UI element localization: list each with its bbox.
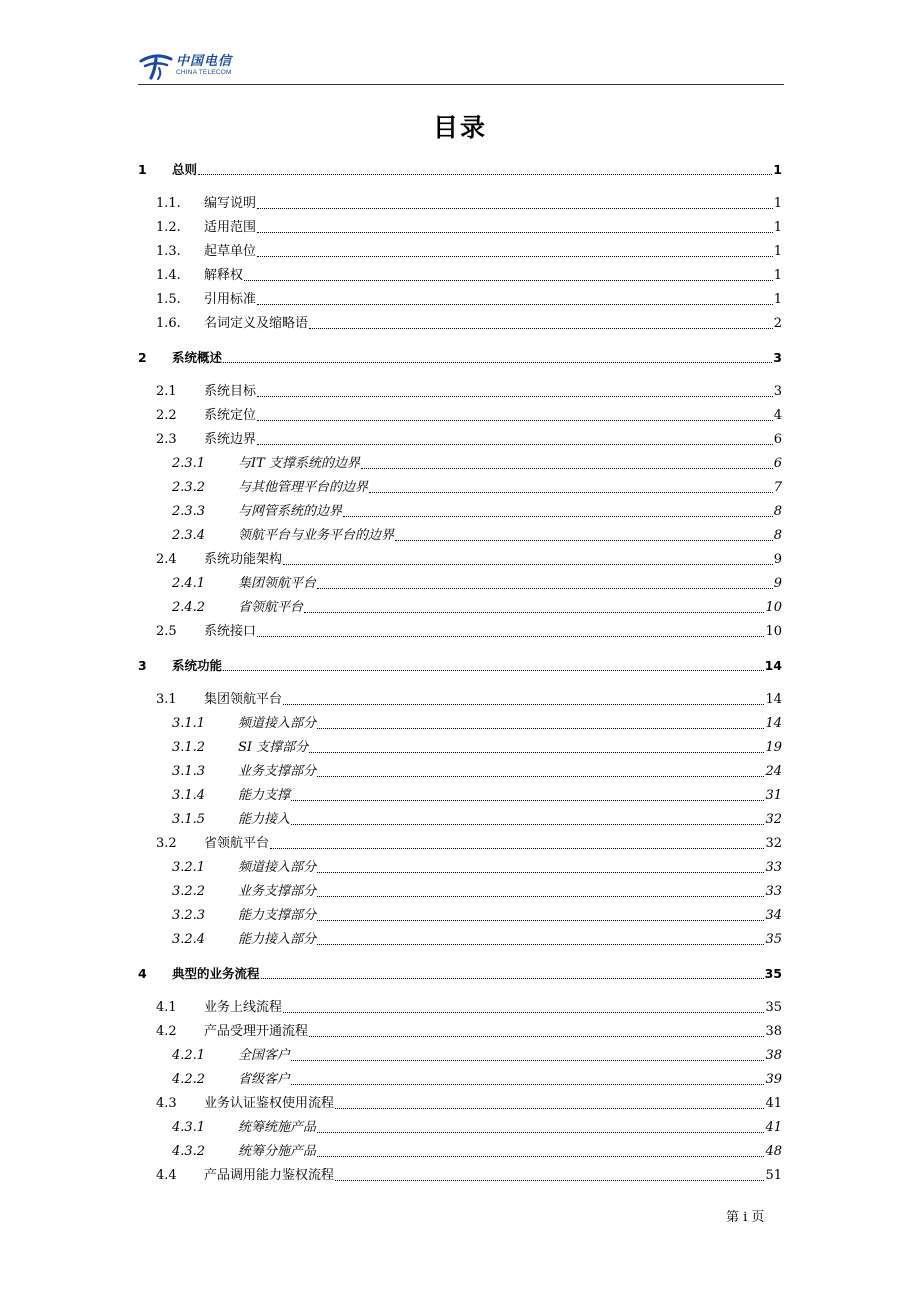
toc-entry-number: 3.2.1 <box>172 860 206 875</box>
toc-entry-title: 编写说明 <box>204 196 257 211</box>
toc-entry-title: 业务支撑部分 <box>238 884 317 899</box>
toc-entry[interactable] <box>138 656 782 676</box>
toc-leader-dots <box>198 173 772 175</box>
toc-entry-page: 14 <box>765 692 782 707</box>
toc-entry[interactable] <box>138 1142 782 1162</box>
toc-entry-number: 3.1.5 <box>172 812 206 827</box>
toc-entry-title: 业务认证鉴权使用流程 <box>204 1096 335 1111</box>
toc-entry-page: 1 <box>773 292 782 307</box>
toc-entry[interactable] <box>138 906 782 926</box>
toc-entry-title: 总则 <box>172 162 198 177</box>
toc-entry-title: 系统概述 <box>172 350 223 365</box>
toc-entry-page: 48 <box>765 1144 782 1159</box>
toc-entry[interactable] <box>138 690 782 710</box>
toc-entry-page: 35 <box>764 966 782 981</box>
toc-leader-dots <box>304 611 764 613</box>
toc-entry-number: 1.4. <box>156 268 181 283</box>
toc-leader-dots <box>257 303 773 305</box>
toc-entry-number: 4.2.1 <box>172 1048 206 1063</box>
toc-leader-dots <box>317 943 764 945</box>
toc-entry-page: 1 <box>773 244 782 259</box>
toc-entry-title: 适用范围 <box>204 220 257 235</box>
toc-entry-number: 2.3.3 <box>172 504 206 519</box>
toc-entry-title: 集团领航平台 <box>238 576 317 591</box>
toc-leader-dots <box>244 279 773 281</box>
toc-entry-number: 2.3 <box>156 432 177 447</box>
toc-entry-title: 系统功能架构 <box>204 552 283 567</box>
toc-leader-dots <box>257 255 773 257</box>
toc-entry-page: 3 <box>773 384 782 399</box>
toc-entry-title: 产品受理开通流程 <box>204 1024 309 1039</box>
toc-entry-number: 2.4.2 <box>172 600 206 615</box>
toc-entry-title: SI 支撑部分 <box>238 740 309 755</box>
toc-entry[interactable] <box>138 998 782 1018</box>
toc-leader-dots <box>270 847 764 849</box>
toc-entry-number: 1.1. <box>156 196 181 211</box>
toc-leader-dots <box>257 419 773 421</box>
toc-entry-title: 能力接入部分 <box>238 932 317 947</box>
toc-entry-number: 3.2.2 <box>172 884 206 899</box>
toc-leader-dots <box>291 799 764 801</box>
toc-entry-number: 2.5 <box>156 624 177 639</box>
toc-entry-page: 32 <box>765 836 782 851</box>
toc-entry-page: 32 <box>765 812 782 827</box>
toc-entry-page: 10 <box>765 600 782 615</box>
toc-leader-dots <box>317 1155 764 1157</box>
toc-entry-title: 领航平台与业务平台的边界 <box>238 528 395 543</box>
toc-entry-number: 4.3 <box>156 1096 177 1111</box>
toc-entry-page: 35 <box>765 932 782 947</box>
toc-leader-dots <box>257 635 764 637</box>
toc-entry[interactable] <box>138 858 782 878</box>
toc-entry-page: 9 <box>773 552 782 567</box>
toc-entry-number: 2.3.2 <box>172 480 206 495</box>
toc-entry[interactable] <box>138 598 782 618</box>
toc-entry[interactable] <box>138 194 782 214</box>
page-title: 目录 <box>432 113 487 142</box>
toc-entry[interactable] <box>138 406 782 426</box>
toc-entry-page: 8 <box>773 504 782 519</box>
toc-entry-number: 1.5. <box>156 292 181 307</box>
toc-entry[interactable] <box>138 762 782 782</box>
toc-entry[interactable] <box>138 502 782 522</box>
toc-leader-dots <box>317 1131 764 1133</box>
toc-entry[interactable] <box>138 738 782 758</box>
toc-entry-page: 41 <box>765 1096 782 1111</box>
toc-entry-number: 3.1.4 <box>172 788 206 803</box>
toc-leader-dots <box>309 751 764 753</box>
toc-entry[interactable] <box>138 550 782 570</box>
toc-leader-dots <box>317 895 764 897</box>
toc-entry-title: 统筹统施产品 <box>238 1120 317 1135</box>
toc-entry-number: 4.4 <box>156 1168 177 1183</box>
toc-leader-dots <box>309 327 773 329</box>
toc-leader-dots <box>291 1083 764 1085</box>
toc-entry-title: 频道接入部分 <box>238 860 317 875</box>
toc-entry[interactable] <box>138 382 782 402</box>
china-telecom-emblem-icon <box>138 50 174 82</box>
toc-entry-number: 1.6. <box>156 316 181 331</box>
toc-entry-number: 4 <box>138 966 147 981</box>
toc-entry[interactable] <box>138 810 782 830</box>
toc-leader-dots <box>335 1107 764 1109</box>
toc-entry-number: 2.4.1 <box>172 576 206 591</box>
toc-leader-dots <box>317 871 764 873</box>
toc-entry[interactable] <box>138 348 782 368</box>
toc-entry-title: 系统定位 <box>204 408 257 423</box>
toc-entry-page: 24 <box>765 764 782 779</box>
toc-entry-number: 2 <box>138 350 147 365</box>
toc-entry[interactable] <box>138 290 782 310</box>
toc-entry-number: 3 <box>138 658 147 673</box>
toc-leader-dots <box>335 1179 764 1181</box>
toc-entry[interactable] <box>138 314 782 334</box>
toc-entry-number: 4.3.2 <box>172 1144 206 1159</box>
toc-entry-number: 2.3.1 <box>172 456 206 471</box>
toc-entry-title: 与网管系统的边界 <box>238 504 343 519</box>
toc-entry-title: 业务支撑部分 <box>238 764 317 779</box>
toc-leader-dots <box>317 919 764 921</box>
header-divider <box>138 84 784 85</box>
toc-entry-title: 省领航平台 <box>204 836 270 851</box>
toc-leader-dots <box>283 703 764 705</box>
toc-entry-page: 2 <box>773 316 782 331</box>
toc-entry-number: 1.3. <box>156 244 181 259</box>
toc-entry-number: 2.1 <box>156 384 177 399</box>
toc-entry-title: 业务上线流程 <box>204 1000 283 1015</box>
toc-entry-title: 全国客户 <box>238 1048 291 1063</box>
toc-entry-title: 名词定义及缩略语 <box>204 316 309 331</box>
toc-entry[interactable] <box>138 622 782 642</box>
toc-leader-dots <box>223 669 764 671</box>
toc-entry-page: 19 <box>765 740 782 755</box>
toc-entry-page: 1 <box>773 268 782 283</box>
toc-entry[interactable] <box>138 454 782 474</box>
toc-entry[interactable] <box>138 964 782 984</box>
toc-entry[interactable] <box>138 1070 782 1090</box>
toc-leader-dots <box>261 977 764 979</box>
toc-entry-page: 4 <box>773 408 782 423</box>
toc-entry[interactable] <box>138 1166 782 1186</box>
toc-entry[interactable] <box>138 714 782 734</box>
toc-entry-title: 产品调用能力鉴权流程 <box>204 1168 335 1183</box>
toc-entry[interactable] <box>138 834 782 854</box>
toc-entry-page: 1 <box>773 196 782 211</box>
toc-entry-number: 4.2 <box>156 1024 177 1039</box>
toc-leader-dots <box>291 823 764 825</box>
toc-leader-dots <box>317 727 764 729</box>
toc-entry-page: 10 <box>765 624 782 639</box>
toc-entry[interactable] <box>138 1046 782 1066</box>
toc-entry[interactable] <box>138 430 782 450</box>
toc-entry-number: 4.2.2 <box>172 1072 206 1087</box>
page-header <box>138 46 784 86</box>
toc-entry-number: 2.3.4 <box>172 528 206 543</box>
toc-leader-dots <box>283 1011 764 1013</box>
toc-entry-page: 1 <box>773 220 782 235</box>
toc-entry-page: 14 <box>764 658 782 673</box>
toc-entry-page: 35 <box>765 1000 782 1015</box>
toc-entry-page: 31 <box>765 788 782 803</box>
toc-entry-page: 3 <box>773 350 782 365</box>
toc-entry[interactable] <box>138 218 782 238</box>
toc-leader-dots <box>343 515 773 517</box>
toc-entry-title: 能力支撑 <box>238 788 291 803</box>
china-telecom-logo <box>138 50 232 82</box>
toc-entry-number: 1 <box>138 162 147 177</box>
toc-leader-dots <box>309 1035 764 1037</box>
toc-entry[interactable] <box>138 574 782 594</box>
toc-entry-title: 典型的业务流程 <box>172 966 260 981</box>
toc-entry-page: 8 <box>773 528 782 543</box>
toc-entry[interactable] <box>138 1094 782 1114</box>
toc-entry-title: 统筹分施产品 <box>238 1144 317 1159</box>
toc-entry-title: 与IT 支撑系统的边界 <box>238 456 360 471</box>
toc-leader-dots <box>317 587 773 589</box>
toc-leader-dots <box>257 207 773 209</box>
toc-entry-number: 2.2 <box>156 408 177 423</box>
toc-entry-page: 6 <box>773 432 782 447</box>
toc-entry-number: 2.4 <box>156 552 177 567</box>
toc-entry-page: 1 <box>773 162 782 177</box>
toc-entry-page: 33 <box>765 860 782 875</box>
toc-leader-dots <box>223 361 772 363</box>
toc-entry-page: 39 <box>765 1072 782 1087</box>
toc-entry[interactable] <box>138 242 782 262</box>
toc-entry-page: 38 <box>765 1024 782 1039</box>
toc-entry-page: 51 <box>765 1168 782 1183</box>
toc-entry-title: 能力支撑部分 <box>238 908 317 923</box>
toc-entry-title: 能力接入 <box>238 812 291 827</box>
toc-entry-number: 1.2. <box>156 220 181 235</box>
toc-leader-dots <box>317 775 764 777</box>
toc-entry[interactable] <box>138 478 782 498</box>
toc-entry-number: 3.1 <box>156 692 177 707</box>
toc-entry-page: 7 <box>773 480 782 495</box>
toc-leader-dots <box>283 563 773 565</box>
toc-entry-title: 系统功能 <box>172 658 223 673</box>
toc-entry-title: 引用标准 <box>204 292 257 307</box>
toc-leader-dots <box>291 1059 764 1061</box>
toc-entry-number: 3.1.3 <box>172 764 206 779</box>
toc-leader-dots <box>361 467 773 469</box>
toc-entry-number: 3.2.3 <box>172 908 206 923</box>
toc-entry[interactable] <box>138 526 782 546</box>
toc-leader-dots <box>257 231 773 233</box>
toc-entry-title: 与其他管理平台的边界 <box>238 480 369 495</box>
toc-entry[interactable] <box>138 1118 782 1138</box>
toc-entry-title: 省领航平台 <box>238 600 304 615</box>
toc-entry-page: 41 <box>765 1120 782 1135</box>
toc-entry-page: 9 <box>773 576 782 591</box>
toc-entry-title: 省级客户 <box>238 1072 291 1087</box>
logo-chinese-name: 中国电信 <box>176 54 233 70</box>
toc-entry-number: 3.2.4 <box>172 932 206 947</box>
toc-entry-page: 6 <box>773 456 782 471</box>
logo-english-name: CHINA TELECOM <box>176 69 232 77</box>
toc-entry-title: 系统边界 <box>204 432 257 447</box>
toc-entry-page: 14 <box>765 716 782 731</box>
page-number: 第 i 页 <box>726 1210 765 1225</box>
toc-entry-page: 34 <box>765 908 782 923</box>
toc-entry-number: 3.1.2 <box>172 740 206 755</box>
toc-entry[interactable] <box>138 160 782 180</box>
toc-entry-number: 3.2 <box>156 836 177 851</box>
toc-leader-dots <box>257 395 773 397</box>
toc-entry-page: 33 <box>765 884 782 899</box>
toc-entry[interactable] <box>138 266 782 286</box>
toc-entry[interactable] <box>138 930 782 950</box>
toc-entry-title: 系统接口 <box>204 624 257 639</box>
toc-entry[interactable] <box>138 1022 782 1042</box>
toc-leader-dots <box>257 443 773 445</box>
toc-leader-dots <box>395 539 773 541</box>
toc-entry-number: 4.1 <box>156 1000 177 1015</box>
toc-entry-title: 解释权 <box>204 268 244 283</box>
toc-leader-dots <box>369 491 773 493</box>
toc-entry-title: 频道接入部分 <box>238 716 317 731</box>
toc-entry-title: 起草单位 <box>204 244 257 259</box>
toc-entry-title: 系统目标 <box>204 384 257 399</box>
toc-entry[interactable] <box>138 882 782 902</box>
toc-entry-number: 4.3.1 <box>172 1120 206 1135</box>
toc-entry-title: 集团领航平台 <box>204 692 283 707</box>
toc-entry[interactable] <box>138 786 782 806</box>
toc-entry-page: 38 <box>765 1048 782 1063</box>
toc-entry-number: 3.1.1 <box>172 716 206 731</box>
